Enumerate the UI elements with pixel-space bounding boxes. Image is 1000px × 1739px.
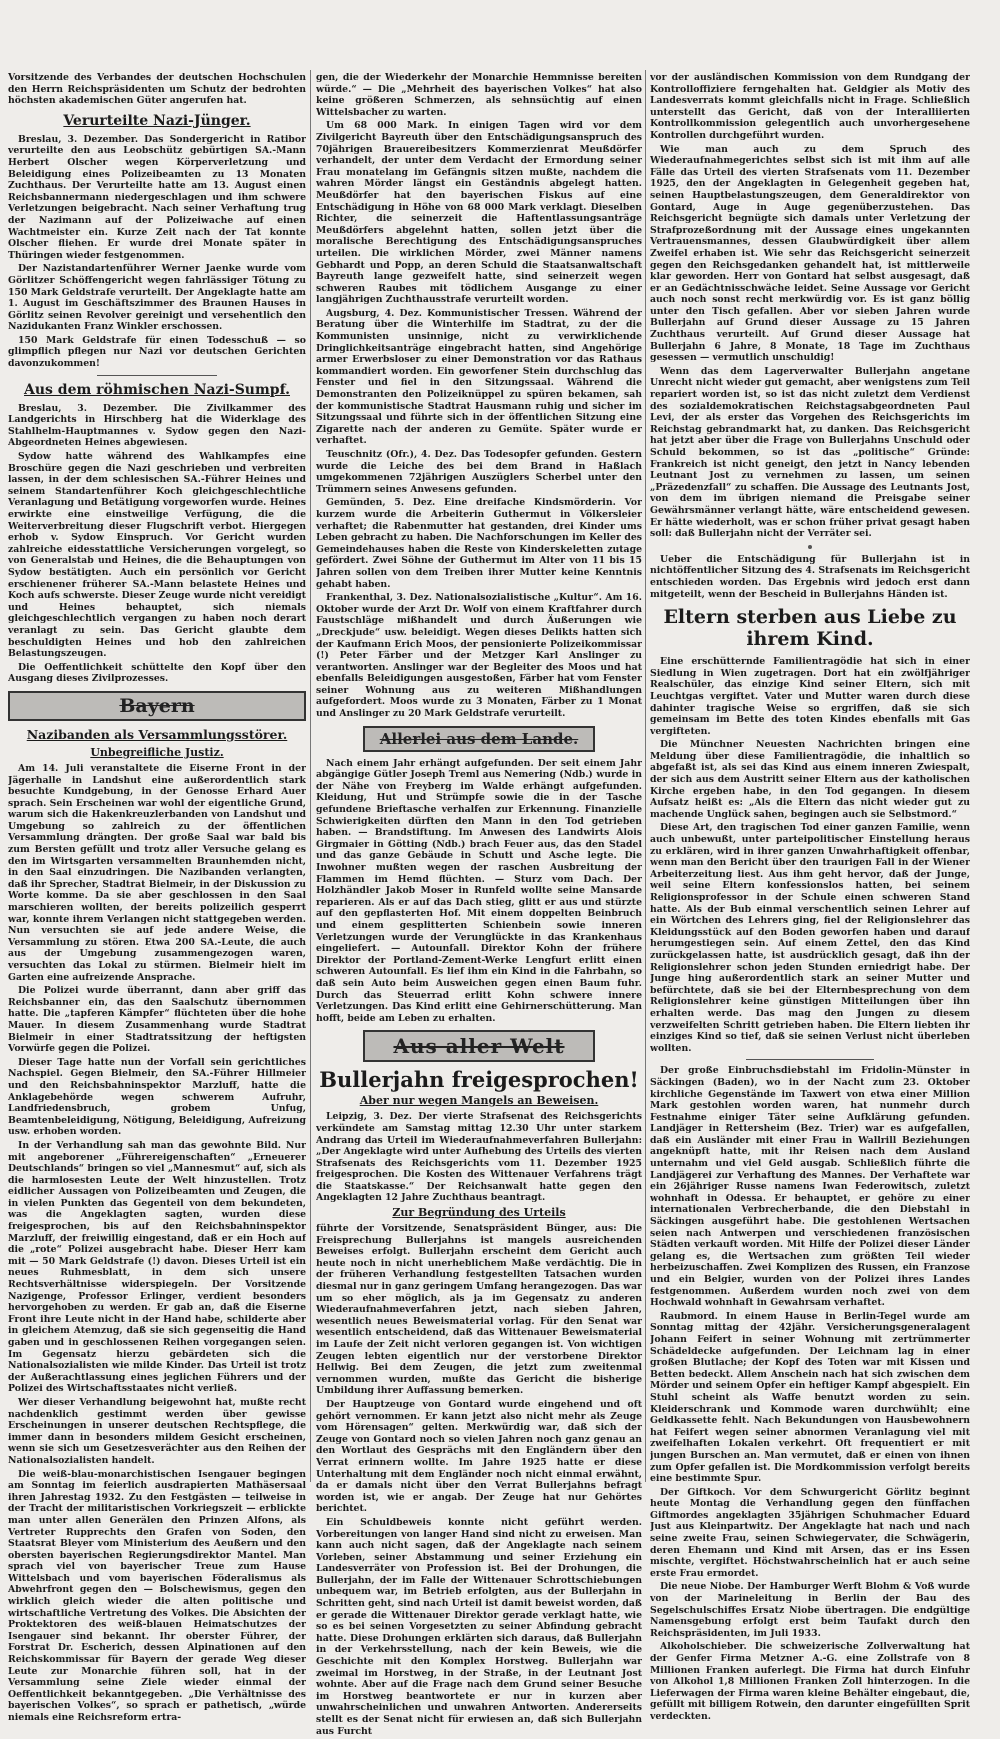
headline-verurteilte: Verurteilte Nazi-Jünger. xyxy=(63,112,251,129)
paragraph: Breslau, 3. Dezember. Die Zivilkammer des Landgerichts in Hirschberg hat die Widerklage des Stahlhelm-Hauptmannes v. Sydow gegen den Nazi-Abgeordneten Heines abgewiesen. xyxy=(8,402,306,449)
column-1 xyxy=(8,72,306,1726)
paragraph: Eine erschütternde Familientragödie hat sich in einer Siedlung in Wien zugetragen. Dort hat ein zwölfjähriger Realschüler, das einzige Kind seiner Eltern, sich mit Leuchtgas vergiftet. Vater und Mutter waren durch diese dahinter tragische Weise so ergriffen, daß sie sich gemeinsam im Bette des toten Kindes ebenfalls mit Gas vergifteten. xyxy=(650,656,970,737)
paragraph: Nach einem Jahr erhängt aufgefunden. Der seit einem Jahr abgängige Gütler Joseph Treml aus Nemering (Ndb.) wurde in der Nähe von Freyberg im Walde erhängt aufgefunden. Kleidung, Hut und Strümpfe sowie die in der Tasche gefundene Brieftasche verhalfen zur Erkennung. Finanzielle Schwierigkeiten dürften den Mann in den Tod getrieben haben. — Brandstiftung. Im Anwesen des Landwirts Alois Girgmaier in Götting (Ndb.) brach Feuer aus, das den Stadel und das ganze Gebäude in Schutt und Asche legte. Die Inwohner mußten wegen der raschen Ausbreitung der Flammen im Hemd flüchten. — Sturz vom Dach. Der Holzhändler Jakob Moser in Runfeld wollte seine Mansarde reparieren. Als er auf das Dach stieg, glitt er aus und stürzte auf den gepflasterten Hof. Mit einem doppelten Beinbruch und einem gesplitterten Schienbein sowie inneren Verletzungen wurde der Verunglückte in das Krankenhaus eingeliefert. — Autounfall. Direktor Kohn der frühere Direktor der Portland-Zement-Werke Lengfurt erlitt einen schweren Autounfall. Es lief ihm ein Kind in die Fahrbahn, so daß sein Auto beim Ausweichen gegen einen Baum fuhr. Durch das Steuerrad erlitt Kohn schwere innere Verletzungen. Das Kind erlitt eine Gehirnerschütterung. Man hofft, beide am Leben zu erhalten. xyxy=(316,757,642,1024)
paragraph: Sydow hatte während des Wahlkampfes eine Broschüre gegen die Nazi geschrieben und verbreiten lassen, in der dem schlesischen SA.-Führer Heines und seinem Standartenführer Koch gleichgeschlechtliche Veranlagung und Betätigung vorgeworfen wurde. Heines erwirkte eine einstweilige Verfügung, die die Weiterverbreitung dieser Flugschrift verbot. Hiergegen erhob v. Sydow Einspruch. Vor Gericht wurden zahlreiche eidesstattliche Versicherungen vorgelegt, so von Generalstab und Heines, die die Behauptungen von Sydow bestätigten. Auch ein persönlich vor Gericht erschienener früherer SA.-Mann belastete Heines und Koch aufs schwerste. Dieser Zeuge wurde nicht vereidigt und Heines behauptet, sich niemals gleichgeschlechtlich vergangen zu haben noch derart veranlagt zu sein. Das Gericht glaubte dem beschuldigten Heines und hob den zahlreichen Belastungszeugen. xyxy=(8,451,306,660)
paragraph: Um 68 000 Mark. In einigen Tagen wird vor dem Zivilgericht Bayreuth über den Entschädigungsanspruch des 70jährigen Brauereibesitzers Kommerzienrat Meußdörfer verhandelt, der unter dem Verdacht der Ermordung seiner Frau monatelang im Gefängnis sitzen mußte, nachdem die wahren Mörder längst ein Geständnis abgelegt hatten. Meußdörfer hat den bayerischen Fiskus auf eine Entschädigung in Höhe von 68 000 Mark verklagt. Dieselben Richter, die seinerzeit die Haftentlassungsanträge Meußdörfers abgelehnt hatten, sollen jetzt über die moralische Berechtigung des Entschädigungsanspruches urteilen. Die wirklichen Mörder, zwei Männer namens Gebhardt und Popp, an deren Schuld die Staatsanwaltschaft Bayreuth lange gezweifelt hatte, sind seinerzeit wegen schweren Raubes mit tödlichem Ausgange zu einer langjährigen Zuchthausstrafe verurteilt worden. xyxy=(316,120,642,306)
paragraph: Ein Schuldbeweis konnte nicht geführt werden. Vorbereitungen von langer Hand sind nicht zu erweisen. Man kann auch nicht sagen, daß der Angeklagte nach seinem Vorleben, seiner Abstammung und seiner Erziehung ein Landesverräter von Profession ist. Bei der Drohungen, die Bullerjahn, der im Falle der Wittenauer Schrottschiebungen unbequem war, im Betrieb erfolgten, aus der Bullerjahn in Schritten geht, sind nach Urteil ist damit beweist worden, daß er gerade die Wittenauer Direktor gerade verklagt hatte, wie so es bei seinen Vorgesetzten zu seiner Abfindung gebracht hatte. Diese Drohungen erklärten sich daraus, daß Bullerjahn in der Verkehrsstellung, nach der kein Beweis, wie die Geschichte mit den Komplex Horstweg. Bullerjahn war zweimal im Horstweg, in der Straße, in der Leutnant Jost wohnte. Aber auf die Frage nach dem Grund seiner Besuche im Horstweg beantwortete er nur in kurzen aber unwahrscheinlichen und unwahren Antworten. Andererseits stellt es der Senat nicht für erwiesen an, daß sich Bullerjahn aus Furcht xyxy=(316,1516,642,1737)
paragraph: Der Hauptzeuge von Gontard wurde eingehend und oft gehört vernommen. Er kann jetzt also nicht mehr als Zeuge vom Hörensagen“ gelten. Merkwürdig war, daß sich der Zeuge von Gontard noch so vielen Jahren noch ganz genau an den Wortlaut des Gesprächs mit den Engländern über den Verrat erinnern wollte. Im Jahre 1925 hatte er diese Unterhaltung mit dem Engländer noch nicht einmal erwähnt, da er damals nicht über den Verrat Bullerjahns befragt worden ist, wie er angab. Der Zeuge hat nur Gehörtes berichtet. xyxy=(316,1398,642,1515)
separator xyxy=(808,545,812,549)
paragraph: Augsburg, 4. Dez. Kommunistischer Tressen. Während der Beratung über die Winterhilfe im Stadtrat, zu der die Kommunisten unsinnige, nicht zu verwirklichende Dringlichkeitsanträge eingebracht hatten, sind Angehörige armer Erwerbsloser zu einer Demonstration vor das Rathaus kommandiert worden. Ein geworfener Stein durchschlug das Fenster und fiel in den Sitzungssaal. Während die Demonstranten den Polizeiknüppel zu spüren bekamen, sah der kommunistische Stadtrat Hausmann ruhig und sicher im Sitzungssaal und führte sich in der öffentlichen Sitzung eine Zigarette nach der anderen zu Gemüte. Später wurde er verhaftet. xyxy=(316,307,642,447)
paragraph: Wenn das dem Lagerverwalter Bullerjahn angetane Unrecht nicht wieder gut gemacht, aber wenigstens zum Teil repariert worden ist, so ist das nicht zuletzt dem Verdienst des sozialdemokratischen Reichstagsabgeordneten Paul Levi, der als erster das Vorgehen des Reichsgerichts im Reichstag gebrandmarkt hat, zu danken. Das Reichsgericht hat jetzt aber über die Frage von Bullerjahns Unschuld oder Schuld bekommen, so ist das „politische“ Gründe: Frankreich ist nicht geneigt, den jetzt in Nancy lebenden Leutnant Jost zu vernehmen zu lassen, um seinen „Präzedenzfall“ zu schaffen. Die Aussage des Leutnants Jost, von dem im übrigen niemand die Preisgabe seiner Gewährsmänner verlangt hätte, wäre entscheidend gewesen. Er hätte wiederholt, was er schon früher privat gesagt haben soll: daß Bullerjahn nicht der Verräter sei. xyxy=(650,365,970,540)
subheadline-justiz: Unbegreifliche Justiz. xyxy=(90,745,224,759)
column-rule xyxy=(645,70,646,1482)
separator xyxy=(97,375,216,376)
paragraph: Die weiß-blau-monarchistischen Isengauer begingen am Sonntag im feierlich ausdrapierten Mathäsersaal ihren Jahrestag 1932. Zu den Festgästen — teilweise in der Tracht der militaristischen Vorkriegszeit — erblickte man unter allen Generälen den Prinzen Alfons, als Vertreter Rupprechts den Grafen von Soden, den Staatsrat Bleyer vom Ministerium des Aeußern und den obersten bayerischen Regierungsdirektor Mantel. Man sprach viel von bayerischer Treue zum Hause Wittelsbach und vom bayerischen Föderalismus als Abwehrfront gegen den — Bolschewismus, gegen den wirklich gleich wieder die alten politische und wirtschaftliche Vertretung des Volkes. Die Absichten der Proktektoren des weiß-blauen Heimatschutzes der Isengauer sind bekannt. Ihr oberster Führer, der Forstrat Dr. Escherich, dessen Alpinationen auf den Reichskommissar für Bayern der gerade Weg dieser Leute zur Monarchie führen soll, hat in der Versammlung seine Ziele wieder einmal der Oeffentlichkeit bekanntgegeben. „Die Verhältnisse des bayerischen Volkes“, so sprach er pathetisch, „würde niemals eine Reichsreform ertra- xyxy=(8,1468,306,1723)
paragraph: Die Oeffentlichkeit schüttelte den Kopf über den Ausgang dieses Zivilprozesses. xyxy=(8,661,306,685)
column-rule xyxy=(310,70,311,1482)
subheadline-beweisen: Aber nur wegen Mangels an Beweisen. xyxy=(359,1094,599,1108)
paragraph: Alkoholschieber. Die schweizerische Zollverwaltung hat der Genfer Firma Metzner A.-G. eine Zollstrafe von 8 Millionen Franken auferlegt. Die Firma hat durch Einfuhr von Alkohol 1,8 Millionen Franken Zoll hinterzogen. In die Lieferwagen der Firma waren kleine Behälter eingebaut, die, gefüllt mit billigem Rotwein, den darunter eingefüllten Sprit verdeckten. xyxy=(650,1641,970,1722)
paragraph: gen, die der Wiederkehr der Monarchie Hemmnisse bereiten würde.“ — Die „Mehrheit des bayerischen Volkes“ hat also keine größeren Schmerzen, als sehnsüchtig auf einen Wittelsbacher zu warten. xyxy=(316,72,642,118)
paragraph: Gemünden, 5. Dez. Eine dreifache Kindsmörderin. Vor kurzem wurde die Arbeiterin Guthermut in Völkersleier verhaftet; die Rabenmutter hat gestanden, drei Kinder ums Leben gebracht zu haben. Die Nachforschungen im Keller des Gemeindehauses haben die Reste von Kinderskeletten zutage gefördert. Zwei Söhne der Guthermut im Alter von 11 bis 15 Jahren sollen von dem Treiben ihrer Mutter keine Kenntnis gehabt haben. xyxy=(316,497,642,590)
paragraph: Der Giftkoch. Vor dem Schwurgericht Görlitz beginnt heute Montag die Verhandlung gegen den fünffachen Giftmordes angeklagten 35jährigen Schuhmacher Eduard Just aus Kleinpartwitz. Der Angeklagte hat nach und nach seine zweite Frau, seinen Schwiegervater, die Schwägerin, deren Ehemann und Kind mit Arsen, das er ins Essen mischte, vergiftet. Höchstwahrscheinlich hat er auch seine erste Frau ermordet. xyxy=(650,1486,970,1579)
paragraph: vor der ausländischen Kommission von dem Rundgang der Kontrolloffiziere ferngehalten hat. Geldgier als Motiv des Landesverrats kommt gleichfalls nicht in Frage. Schließlich unterstellt das Gericht, daß von der Interalliierten Kontrollkommission gelegentlich auch unvorhergesehene Kontrollen durchgeführt wurden. xyxy=(650,72,970,141)
section-banner-welt: Aus aller Welt xyxy=(363,1030,595,1062)
intro-paragraph: Vorsitzende des Verbandes der deutschen Hochschulen den Herrn Reichspräsidenten um Schutz der bedrohten höchsten akademischen Güter angerufen hat. xyxy=(8,72,306,107)
paragraph: Raubmord. In einem Hause in Berlin-Tegel wurde am Sonntag mittag der 42jähr. Versicherungsgeneralagent Johann Feifert in seiner Wohnung mit zertrümmerter Schädeldecke aufgefunden. Der Leichnam lag in einer großen Blutlache; der Kopf des Toten war mit Kissen und Betten bedeckt. Allem Anschein nach hat sich zwischen dem Mörder und seinem Opfer ein heftiger Kampf abgespielt. Ein Stuhl scheint als Waffe benutzt worden zu sein. Kleiderschrank und Kommode waren durchwühlt; eine Geldkassette fehlt. Nach Bekundungen von Hausbewohnern hat Feifert wegen seiner abnormen Veranlagung viel mit zweifelhaften Lokalen verkehrt. Oft frequentiert er mit jungen Burschen an. Man vermutet, daß er einen von ihnen zum Opfer gefallen ist. Die Mordkommission verfolgt bereits eine bestimmte Spur. xyxy=(650,1310,970,1485)
section-banner-lande: Allerlei aus dem Lande. xyxy=(363,726,595,752)
column-2 xyxy=(316,72,642,1739)
paragraph: Diese Art, den tragischen Tod einer ganzen Familie, wenn auch unbewußt, unter parteipolitischer Einstellung heraus zu erklären, wird in ihrer ganzen Unwahrhaftigkeit offenbar, wenn man den Bericht über den traurigen Fall in der Wiener Arbeiterzeitung liest. Aus ihm geht hervor, daß der Junge, weil seine Eltern konfessionslos hatten, bei seinem Religionsprofessor in der Schule einen schweren Stand hatte. Als der Bub einmal verschentlich seinen Lehrer auf ein Wörtchen des Lehrers ging, fiel der Religionslehrer das Kleidungsstück auf den Boden geworfen haben und darauf herumgestiegen sein. Auf einem Zettel, den das Kind zurückgelassen hatte, ist ausdrücklich gesagt, daß ihn der Religionslehrer schon jeden Stunden erniedrigt habe. Der Junge hing außerordentlich stark an seiner Mutter und befürchtete, daß sie bei der Elternbesprechung von dem Religionslehrer keine günstigen Mitteilungen über ihn erhalten werde. Das mag den Jungen zu diesem verzweifelten Schritt getrieben haben. Die Eltern liebten ihr einziges Kind so tief, daß sie seinen Verlust nicht überleben wollten. xyxy=(650,822,970,1054)
paragraph: Am 14. Juli veranstaltete die Eiserne Front in der Jägerhalle in Landshut eine außerordentlich stark besuchte Kundgebung, in der Genosse Erhard Auer sprach. Sein Erscheinen war wohl der eigentliche Grund, warum sich die Hakenkreuzlerbanden von Landshut und Umgebung so zahlreich zu der öffentlichen Versammlung drängten. Der große Saal war bald bis zum Bersten gefüllt und trotz aller Versuche gelang es den im Wirtsgarten versammelten Braunhemden nicht, in den Saal einzudringen. Die Nazibanden verlangten, daß ihr Sprecher, Stadtrat Bielmeir, in der Diskussion zu Worte komme. Da sie aber geschlossen in den Saal marschieren wollten, der bereits polizeilich gesperrt war, konnte ihrem Verlangen nicht stattgegeben werden. Nun versuchten sie auf jede andere Weise, die Versammlung zu stören. Etwa 200 SA.-Leute, die auch aus der Umgebung zusammengezogen waren, versuchten das Lokal zu stürmen. Bielmeir hielt im Garten eine aufreizende Ansprache. xyxy=(8,762,306,983)
subheadline-urteil: Zur Begründung des Urteils xyxy=(392,1206,566,1220)
paragraph: Wer dieser Verhandlung beigewohnt hat, mußte recht nachdenklich gestimmt werden über gewisse Erscheinungen in unserer deutschen Rechtspflege, die immer dann in besonders mildem Gesicht erscheinen, wenn sie sich um Gesetzesverächter aus den Reihen der Nationalsozialisten handelt. xyxy=(8,1396,306,1466)
section-banner-bayern: Bayern xyxy=(8,691,306,721)
paragraph: Teuschnitz (Ofr.), 4. Dez. Das Todesopfer gefunden. Gestern wurde die Leiche des bei dem Brand in Haßlach umgekommenen 72jährigen Auszüglers Scherbel unter den Trümmern seines Anwesens gefunden. xyxy=(316,449,642,495)
paragraph: 150 Mark Geldstrafe für einen Todesschuß — so glimpflich pflegen nur Nazi vor deutschen Gerichten davonzukommen! xyxy=(8,334,306,370)
paragraph: Der Nazistandartenführer Werner Jaenke wurde vom Görlitzer Schöffengericht wegen fahrlässiger Tötung zu 150 Mark Geldstrafe verurteilt. Der Angeklagte hatte am 1. August im Geschäftszimmer des Braunen Hauses in Görlitz seinen Revolver gereinigt und versehentlich den Nazidukanten Franz Winkler erschossen. xyxy=(8,263,306,333)
paragraph: Leipzig, 3. Dez. Der vierte Strafsenat des Reichsgerichts verkündete am Samstag mittag 12.30 Uhr unter starkem Andrang das Urteil im Wiederaufnahmeverfahren Bullerjahn: „Der Angeklagte wird unter Aufhebung des Urteils des vierten Strafsenats des Reichsgerichts vom 11. Dezember 1925 freigesprochen. Die Kosten des Wittenauer Verfahrens trägt die Staatskasse.“ Der Reichsanwalt hatte gegen den Angeklagten 12 Jahre Zuchthaus beantragt. xyxy=(316,1111,642,1204)
paragraph: Wie man auch zu dem Spruch des Wiederaufnahmegerichtes selbst sich ist mit ihm auf alle Fälle das Urteil des vierten Strafsenats vom 11. Dezember 1925, den der Angeklagten in Gelegenheit gegeben hat, seinen Hauptbelastungszeugen, dem Generaldirektor von Gontard, Auge in Auge gegenüberzustehen. Das Reichsgericht begnügte sich damals unter Verletzung der Strafprozeßordnung mit der Aussage eines ungekannten Vertrauensmannes, dessen Glaubwürdigkeit über allem Zweifel erhaben ist. Wie sehr das Reichsgericht seinerzeit gegen den Reichsgedanken gehandelt hat, ist mittlerweile klar geworden. Herr von Gontard hat selbst ausgesagt, daß er an Gedächtnisschwäche leidet. Seine Aussage vor Gericht auch noch sonst recht merkwürdig vor. Es ist ganz böllig unter den Tisch gefallen. Aber vor sieben Jahren wurde Bullerjahn auf Grund dieser Aussage zu 15 Jahren Zuchthaus verurteilt. Auf Grund dieser Aussage hat Bullerjahn 6 Jahre, 8 Monate, 18 Tage im Zuchthaus gesessen — vermutlich unschuldig! xyxy=(650,143,970,364)
paragraph: Die Münchner Neuesten Nachrichten bringen eine Meldung über diese Familientragödie, die inhaltlich so abgefaßt ist, als sei das Kind aus einem inneren Zwiespalt, der sich aus dem Austritt seiner Eltern aus der katholischen Kirche ergeben habe, in den Tod gegangen. In diesem Aufsatz heißt es: „Als die Eltern das nicht wieder gut zu machende Unglück sahen, begingen auch sie Selbstmord.“ xyxy=(650,739,970,820)
paragraph: Der große Einbruchsdiebstahl im Fridolin-Münster in Säckingen (Baden), wo in der Nacht zum 23. Oktober kirchliche Gegenstände im Taxwert von etwa einer Million Mark gestohlen worden waren, hat nunmehr durch Festnahme einiger Täter seine Aufklärung gefunden. Landjäger in Rettersheim (Bez. Trier) war es aufgefallen, daß ein Ausländer mit einer Frau in Wallrill Beziehungen angeknüpft hatte, mit ihr Reisen nach dem Ausland unternahm und viel Geld ausgab. Schließlich führte die Landjägerei zur Verhaftung des Mannes. Der Verhaftete war ein 26jähriger Russe namens Iwan Federowitsch, zuletzt wohnhaft in Odessa. Er behauptet, er gehöre zu einer internationalen Verbrecherbande, die den Diebstahl in Säckingen ausgeführt habe. Die gestohlenen Wertsachen seien nach Antwerpen und verschiedenen französischen Städten verkauft worden. Mit Hilfe der Polizei dieser Länder gelang es, die Wertsachen zum größten Teil wieder herbeizuschaffen. Zwei Komplizen des Russen, ein Franzose und ein Belgier, wurden von der Polizei ihres Landes festgenommen. Außerdem wurden noch zwei von dem Hochwald wohnhaft in Gewahrsam verhaftet. xyxy=(650,1065,970,1309)
paragraph: Frankenthal, 3. Dez. Nationalsozialistische „Kultur“. Am 16. Oktober wurde der Arzt Dr. Wolf von einem Kraftfahrer durch Faustschläge mißhandelt und durch Äußerungen wie „Dreckjude“ usw. beleidigt. Wegen dieses Delikts hatten sich der Kaufmann Erich Moos, der pensionierte Polizeikommissar (!) Peter Färber und der Metzger Karl Anslinger zu verantworten. Anslinger war der Begleiter des Moos und hat ebenfalls Beleidigungen ausgestoßen, Färber hat vom Fenster seiner Wohnung aus zu weiteren Mißhandlungen aufgefordert. Moos wurde zu 3 Monaten, Färber zu 1 Monat und Anslinger zu 20 Mark Geldstrafe verurteilt. xyxy=(316,592,642,720)
headline-nazi-sumpf: Aus dem röhmischen Nazi-Sumpf. xyxy=(24,381,290,398)
paragraph: Dieser Tage hatte nun der Vorfall sein gerichtliches Nachspiel. Gegen Bielmeir, den SA.-Führer Hillmeier und den Reichsbahninspektor Marzluff, hatte die Anklagebehörde wegen schwerem Aufruhr, Landfriedensbruch, grobem Unfug, Beamtenbeleidigung, Nötigung, Beleidigung, Aufreizung usw. erhoben worden. xyxy=(8,1056,306,1138)
paragraph: Die neue Niobe. Der Hamburger Werft Blohm & Voß wurde von der Marineleitung in Berlin der Bau des Segelschulschiffes Ersatz Niobe übertragen. Die endgültige Namensgebung erfolgt erst beim Taufakt durch den Reichspräsidenten, im Juli 1933. xyxy=(650,1581,970,1639)
paragraph: Ueber die Entschädigung für Bullerjahn ist in nichtöffentlicher Sitzung des 4. Strafsenats im Reichsgericht entschieden worden. Das Ergebnis wird jedoch erst dann mitgeteilt, wenn der Bescheid in Bullerjahns Händen ist. xyxy=(650,553,970,600)
paragraph: In der Verhandlung sah man das gewohnte Bild. Nur mit angeborener „Führereigenschaften“ „Erneuerer Deutschlands“ bringen so viel „Mannesmut“ auf, sich als die harmlosesten Leute der Welt hinzustellen. Trotz eidlicher Aussagen von Polizeibeamten und Zeugen, die in vielen Punkten das Gegenteil von dem bekundeten, was die Angeklagten sagten, wurden diese freigesprochen, bis auf den Reichsbahninspektor Marzluff, der freiwillig eingestand, daß er ein Hoch auf die „rote“ Polizei ausgebracht habe. Dieser Herr kam mit — 50 Mark Geldstrafe (!) davon. Dieses Urteil ist ein neues Ruhmesblatt, in dem sich unsere Rechtsverhältnisse widerspiegeln. Der Vorsitzende Nazigenge, Professor Erlinger, verdient besonders hervorgehoben zu werden. Er gab an, daß die Eiserne Front ihre Leute nicht in der Hand habe, schilderte aber in gleichem Atemzug, daß sie sich gegenseitig die Hand gaben und in geschlossenen Reihen vorgegangen seien. Im Gegensatz hierzu gebärdeten sich die Nationalsozialisten wie milde Kinder. Das Urteil ist trotz der Außerachtlassung eines jeglichen Führers und der Polizei des Wirtschaftsstaates nicht verließ. xyxy=(8,1139,306,1395)
headline-nazibanden: Nazibanden als Versammlungsstörer. xyxy=(26,726,288,742)
paragraph: Die Polizei wurde überrannt, dann aber griff das Reichsbanner ein, das den Saalschutz übernommen hatte. Die „tapferen Kämpfer“ flüchteten über die hohe Mauer. In diesem Zusammenhang wurde Stadtrat Bielmeir in einer Stadtratssitzung der heftigsten Vorwürfe gegen die Polizei. xyxy=(8,985,306,1055)
separator xyxy=(746,1059,874,1060)
column-3 xyxy=(650,72,970,1725)
headline-eltern: Eltern sterben aus Liebe zu ihrem Kind. xyxy=(663,606,957,651)
headline-bullerjahn: Bullerjahn freigesprochen! xyxy=(319,1067,639,1093)
paragraph: Breslau, 3. Dezember. Das Sondergericht in Ratibor verurteilte den aus Leobschütz gebürtigen SA.-Mann Herbert Olscher wegen Körperverletzung und Beleidigung eines Polizeibeamten zu 13 Monaten Zuchthaus. Der Verurteilte hatte am 13. August einen Reichsbannermann niedergeschlagen und ihm schwere Verletzungen beigebracht. Nach seiner Verhaftung trug der Nazimann auf der Polizeiwache auf einen Wachtmeister ein. Kurze Zeit nach der Tat konnte Olscher fliehen. Er wurde drei Monate später in Thüringen wieder festgenommen. xyxy=(8,133,306,261)
paragraph: führte der Vorsitzende, Senatspräsident Bünger, aus: Die Freisprechung Bullerjahns ist mangels ausreichenden Beweises erfolgt. Bullerjahn erscheint dem Gericht auch heute noch in nicht unerheblichem Maße verdächtig. Die in der früheren Verhandlung festgestellten Tatsachen wurden diesmal nur in ganz geringem Umfang herangezogen. Das war um so eher möglich, als ja im Gegensatz zu anderen Wiederaufnahmeverfahren jetzt, nach sieben Jahren, wesentlich neues Beweismaterial vorlag. Für den Senat war wesentlich entscheidend, daß das Wittenauer Beweismaterial im Laufe der Zeit nicht verloren gegangen ist. Von wichtigen Zeugen lebten eigentlich nur der verstorbene Direktor Hellwig. Bei dem Zeugen, die jetzt zum zweitenmal vernommen wurden, mußte das Gericht die bisherige Umbildung ihrer Auffassung bemerken. xyxy=(316,1223,642,1397)
